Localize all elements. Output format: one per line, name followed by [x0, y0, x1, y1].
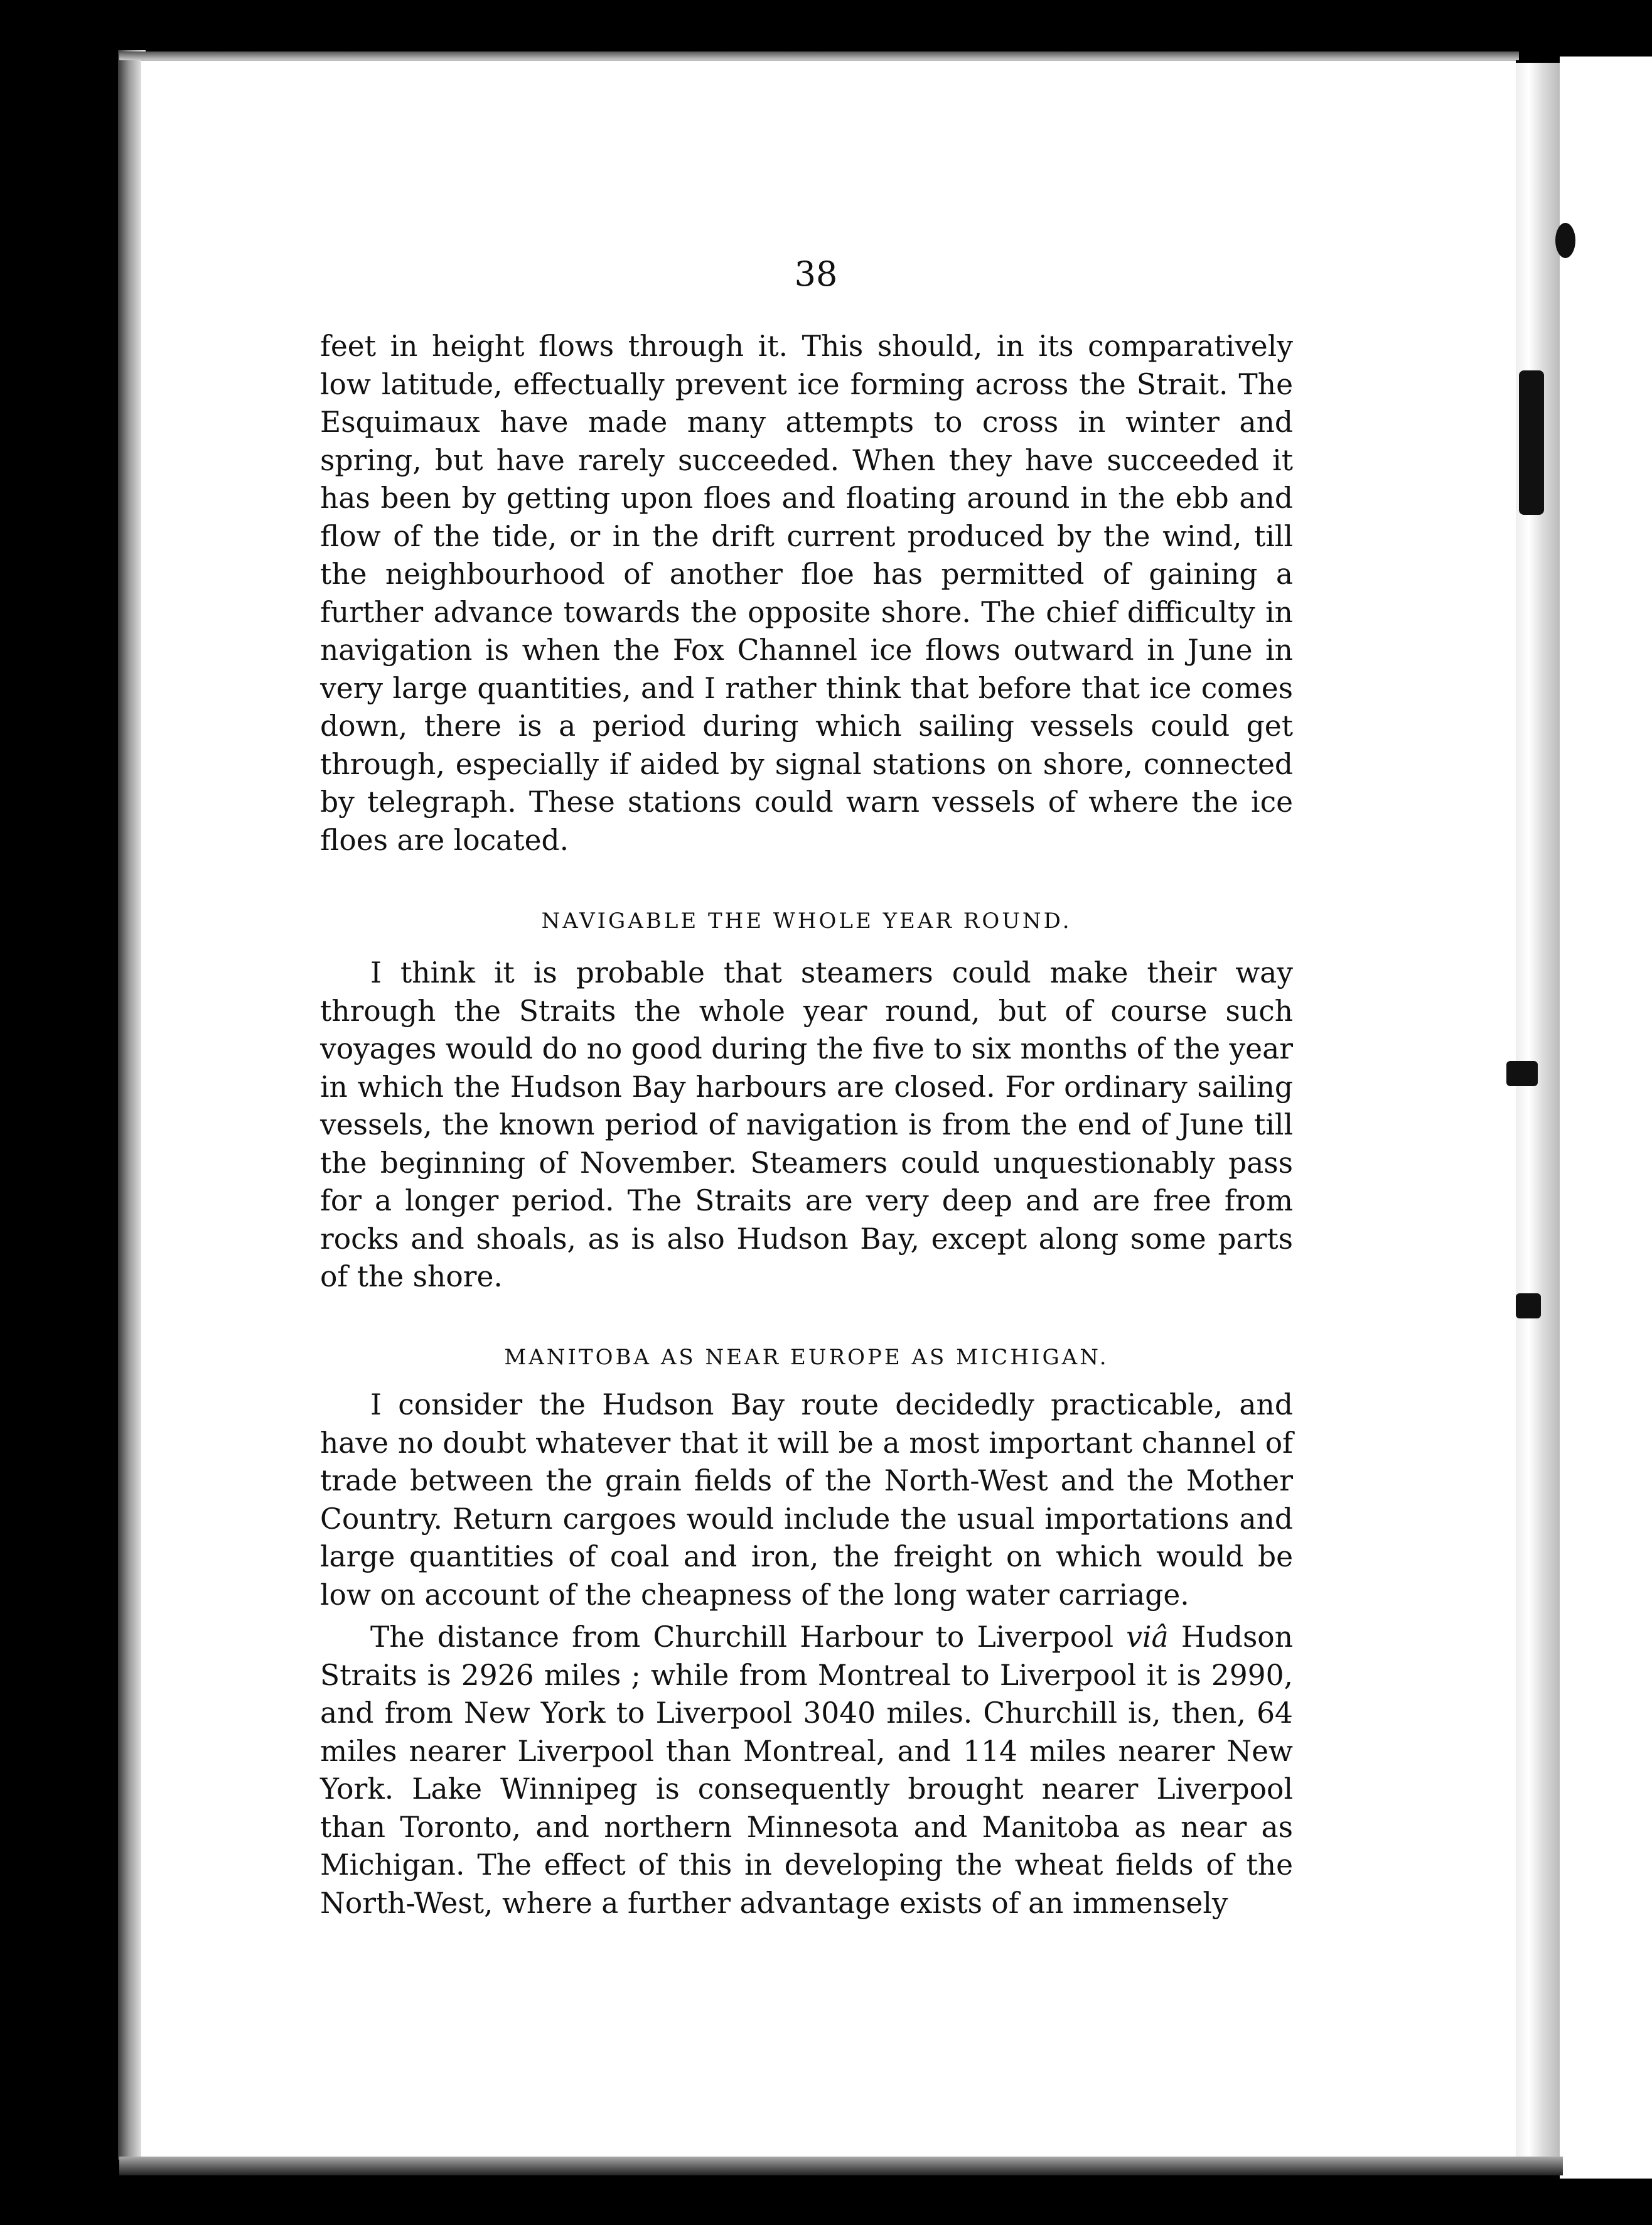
page-bottom-edge	[119, 2157, 1563, 2175]
adjacent-page-strip	[1560, 57, 1652, 2179]
distance-text-end: Hudson Straits is 2926 miles ; while from Montreal to Liverpool it is 2990, and from New York to Liverpool 3040 miles. Churchill is, then, 64 miles nearer Liverpool than Montreal, and 114 miles nearer New York. Lake Winnipeg is consequently brought nearer Liverpool than Toronto, and northern Minnesota and Manitoba as near as Michigan. The effect of this in developing the wheat fields of the North-West, where a further advantage exists of an immensely	[320, 1620, 1294, 1920]
navigable-paragraph-block	[320, 954, 1293, 1296]
heading-text: MANITOBA AS NEAR EUROPE AS MICHIGAN.	[504, 1345, 1109, 1370]
binding-mark	[1519, 370, 1544, 515]
manitoba-paragraph: I consider the Hudson Bay route decidedly practicable, and have no doubt whatever that it will be a most important channel of trade between the grain fields of the North-West and the Mother Country. Return cargoes would include the usual importations and large quantities of coal and iron, the freight on which would be low on account of the cheapness of the long water carriage.	[320, 1388, 1293, 1612]
page-number: 38	[794, 254, 838, 294]
intro-paragraph: feet in height flows through it. This should, in its comparatively low latitude, effectually prevent ice forming across the Strait. The Esquimaux have made many attempts to cross in winter and spring, but have rarely succeeded. When they have succeeded it has been by getting upon floes and floating around in the ebb and flow of the tide, or in the drift current produced by the wind, till the neighbourhood of another floe has permitted of gaining a further advance towards the opposite shore. The chief difficulty in navigation is when the Fox Channel ice flows outward in June in very large quantities, and I rather think that before that ice comes down, there is a period during which sailing vessels could get through, especially if aided by signal stations on shore, connected by telegraph. These stations could warn vessels of where the ice floes are located.	[320, 330, 1293, 857]
distance-paragraph-block	[320, 1619, 1293, 1922]
section-heading-manitoba	[320, 1345, 1293, 1370]
distance-text-start: The distance from Churchill Harbour to Liverpool	[370, 1620, 1127, 1654]
navigable-paragraph: I think it is probable that steamers could make their way through the Straits the whole year round, but of course such voyages would do no good during the five to six months of the year in which the Hudson Bay harbours are closed. For ordinary sailing vessels, the known period of navigation is from the end of June till the beginning of November. Steamers could unquestionably pass for a longer period. The Straits are very deep and are free from rocks and shoals, as is also Hudson Bay, except along some parts of the shore.	[320, 956, 1293, 1293]
intro-paragraph-block	[320, 328, 1293, 859]
manitoba-paragraph-block	[320, 1386, 1293, 1614]
heading-text: NAVIGABLE THE WHOLE YEAR ROUND.	[541, 908, 1072, 934]
page-top-edge	[119, 51, 1519, 60]
binding-mark	[1516, 1293, 1541, 1318]
distance-paragraph	[320, 1619, 1293, 1922]
binding-mark	[1555, 223, 1575, 258]
section-heading-navigable	[320, 908, 1293, 934]
binding-mark	[1506, 1061, 1538, 1086]
distance-text-italic: viâ	[1126, 1620, 1169, 1654]
